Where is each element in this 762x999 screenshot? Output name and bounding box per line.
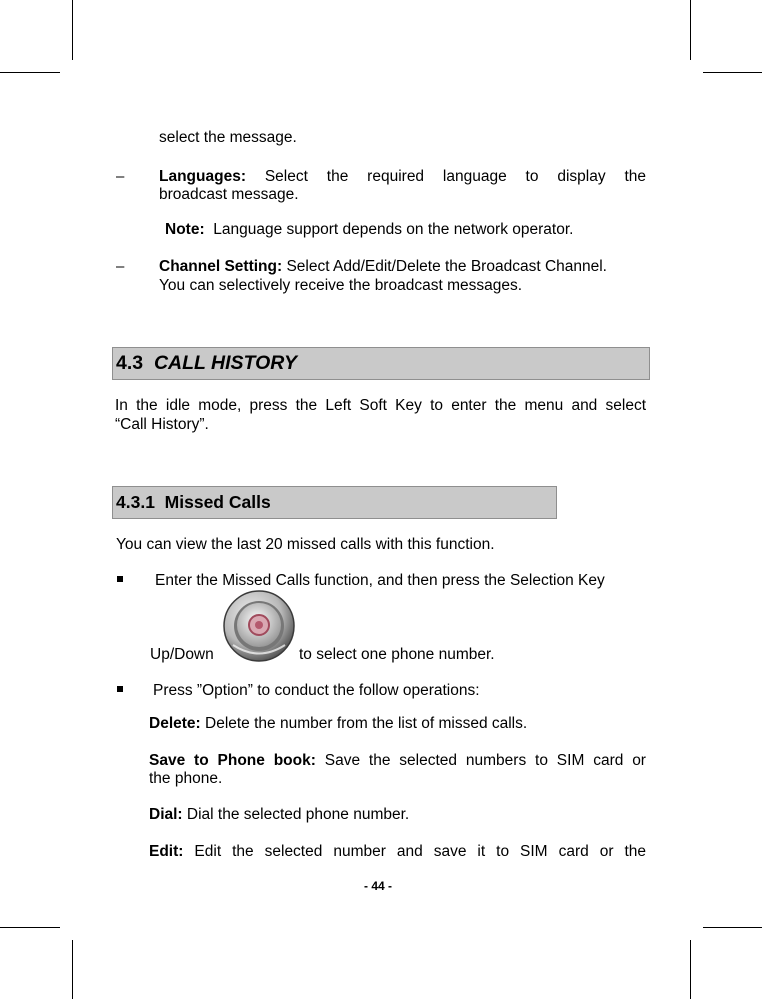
- crop-mark-top-right: [690, 0, 691, 60]
- op-save-line2: the phone.: [149, 770, 223, 787]
- crop-mark-bottom-right: [690, 940, 691, 999]
- bullet1-line1: Enter the Missed Calls function, and then press the Selection Key: [155, 572, 605, 589]
- section-intro-line1: In the idle mode, press the Left Soft Key to enter the menu and select: [115, 397, 646, 414]
- subsection-intro: You can view the last 20 missed calls with this function.: [116, 536, 495, 553]
- op-save-label: Save to Phone book:: [149, 752, 316, 769]
- op-delete: Delete: Delete the number from the list of missed calls.: [149, 715, 528, 732]
- bullet1-line2b: to select one phone number.: [299, 646, 495, 663]
- crop-mark-top-left: [72, 0, 73, 60]
- channel-label: Channel Setting:: [159, 258, 283, 275]
- channel-line2: You can selectively receive the broadcast messages.: [159, 277, 523, 294]
- bullet1-line2a: Up/Down: [150, 646, 214, 663]
- subsection-number: 4.3.1: [116, 492, 155, 512]
- continuation-text: select the message.: [159, 129, 297, 146]
- crop-mark-bottom-right-h: [703, 927, 762, 928]
- dash-bullet: –: [116, 168, 125, 185]
- navigation-key-icon: [223, 590, 295, 662]
- square-bullet: [117, 686, 123, 692]
- subsection-title: Missed Calls: [164, 492, 271, 512]
- crop-mark-bottom-left-h: [0, 927, 60, 928]
- note: Note: Language support depends on the network operator.: [165, 221, 574, 238]
- bullet2: Press ”Option” to conduct the follow operations:: [153, 682, 480, 699]
- op-edit-label: Edit:: [149, 843, 184, 860]
- languages-line2: broadcast message.: [159, 186, 299, 203]
- languages-line1: Languages: Select the required language to display the: [159, 168, 646, 185]
- square-bullet: [117, 576, 123, 582]
- languages-label: Languages:: [159, 168, 246, 185]
- section-heading: [116, 352, 297, 375]
- crop-mark-top-left-h: [0, 72, 60, 73]
- section-title: CALL HISTORY: [153, 352, 297, 374]
- subsection-heading: [116, 492, 271, 513]
- op-edit: Edit: Edit the selected number and save it to SIM card or the: [149, 843, 646, 860]
- section-number: 4.3: [116, 352, 144, 374]
- op-delete-label: Delete:: [149, 715, 201, 732]
- channel-line1: Channel Setting: Select Add/Edit/Delete the Broadcast Channel.: [159, 258, 607, 275]
- note-label: Note:: [165, 221, 205, 238]
- page-number: - 44 -: [364, 879, 393, 893]
- op-dial: Dial: Dial the selected phone number.: [149, 806, 410, 823]
- crop-mark-bottom-left: [72, 940, 73, 999]
- crop-mark-top-right-h: [703, 72, 762, 73]
- dash-bullet: –: [116, 258, 125, 275]
- op-dial-label: Dial:: [149, 806, 183, 823]
- op-save-line1: Save to Phone book: Save the selected numbers to SIM card or: [149, 752, 646, 769]
- section-intro-line2: “Call History”.: [115, 416, 209, 433]
